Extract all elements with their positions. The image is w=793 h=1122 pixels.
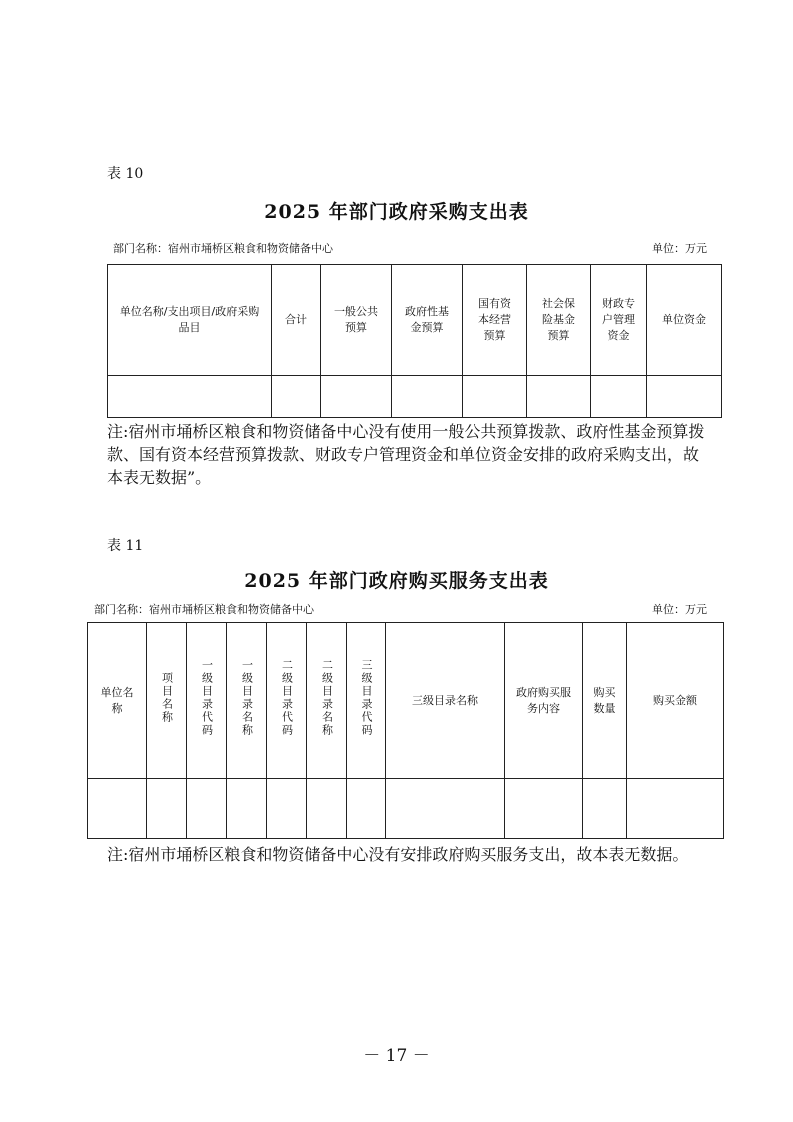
table11-header-cell: 三级目录代码 (360, 659, 373, 737)
table11-empty-row (88, 779, 724, 839)
table11-header-cell: 二级目录代码 (280, 659, 294, 737)
table11-header-cell: 购买数量 (583, 623, 627, 779)
table10-grid (107, 264, 722, 418)
page-number: － 17 － (363, 1046, 430, 1066)
table10-unit: 单位：万元 (652, 242, 707, 255)
table11-header-cell: 购买金额 (627, 623, 724, 779)
table10-header-cell: 社会保险基金预算 (527, 265, 591, 376)
table11-header-cell: 一级目录名称 (240, 659, 254, 737)
table11-header-cell: 单位名称 (88, 623, 147, 779)
table10-title: 2025 年部门政府采购支出表 (264, 201, 529, 223)
table10-header-cell: 单位名称/支出项目/政府采购品目 (108, 265, 272, 376)
table11-note: 注:宿州市埇桥区粮食和物资储备中心没有安排政府购买服务支出，故本表无数据。 (107, 845, 689, 864)
table10-header-cell: 一般公共预算 (321, 265, 392, 376)
table11-grid (87, 622, 724, 839)
table10-empty-row (108, 376, 722, 418)
table11-header-cell: 政府购买服务内容 (505, 623, 583, 779)
table10-header-row (108, 265, 722, 376)
table11-title: 2025 年部门政府购买服务支出表 (244, 570, 549, 592)
table11-dept: 部门名称：宿州市埇桥区粮食和物资储备中心 (94, 603, 314, 616)
table11-unit: 单位：万元 (652, 603, 707, 616)
table11-header-cell: 二级目录名称 (320, 659, 334, 737)
table11-header-cell: 项目名称 (160, 672, 174, 724)
table10-note: 注:宿州市埇桥区粮食和物资储备中心没有使用一般公共预算拨款、政府性基金预算拨款、国有资本经营预算拨款、财政专户管理资金和单位资金安排的政府采购支出，故本表无数据”。 (107, 422, 705, 487)
table10-header-cell: 单位资金 (647, 265, 722, 376)
table11-header-cell: 一级目录代码 (200, 659, 214, 737)
table10-header-cell: 国有资本经营预算 (463, 265, 527, 376)
table11-label: 表 11 (107, 538, 144, 554)
table10-dept: 部门名称：宿州市埇桥区粮食和物资储备中心 (113, 242, 333, 255)
table10-header-cell: 合计 (272, 265, 321, 376)
table11-header-row (88, 623, 724, 779)
table11-header-cell: 三级目录名称 (386, 623, 505, 779)
table10-header-cell: 财政专户管理资金 (591, 265, 647, 376)
table10-header-cell: 政府性基金预算 (392, 265, 463, 376)
table10-label: 表 10 (107, 166, 144, 182)
